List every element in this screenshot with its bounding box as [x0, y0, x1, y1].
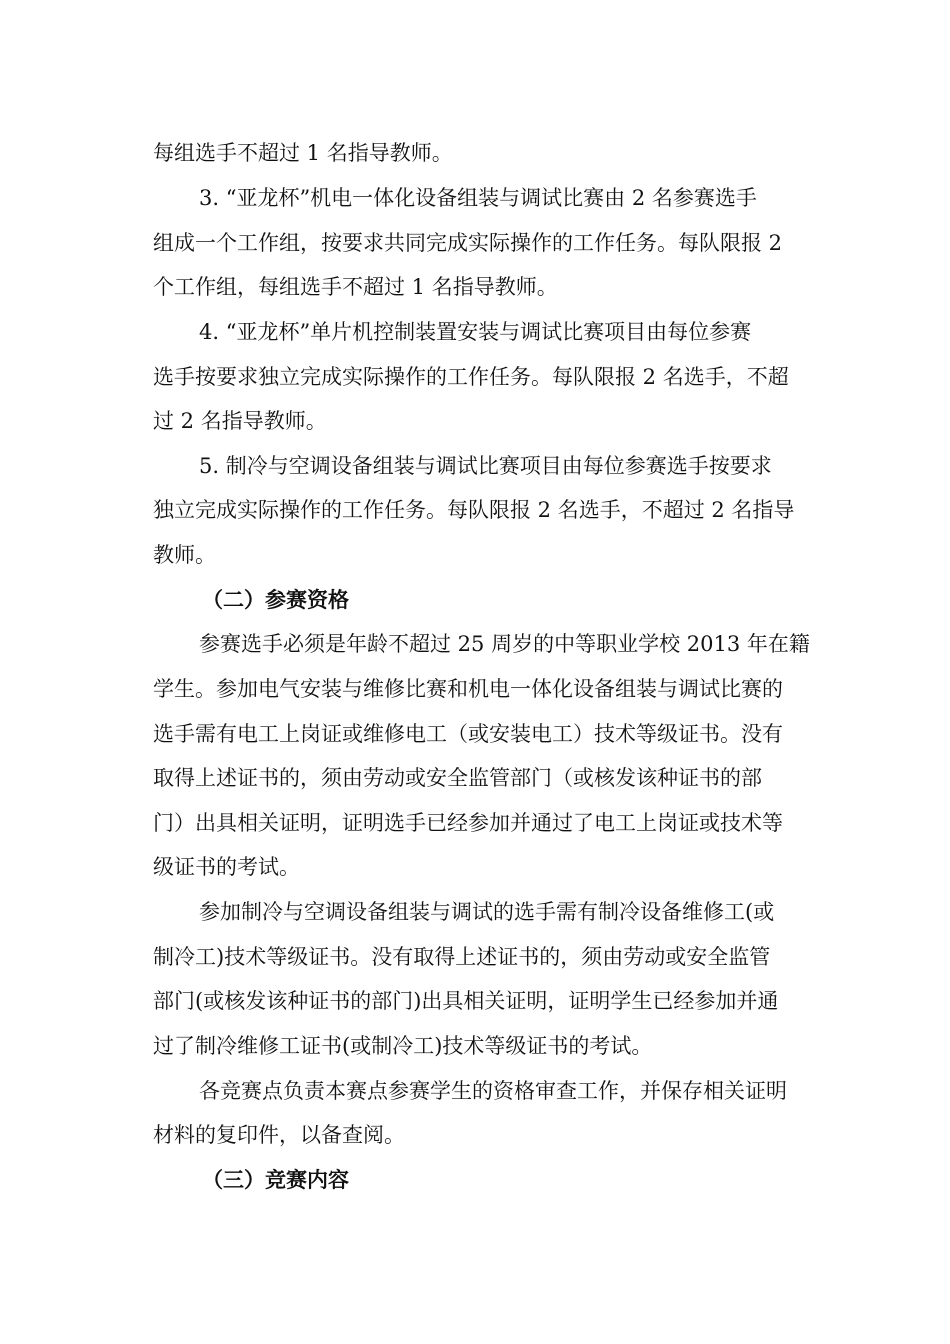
paragraph-line: 组成一个工作组，按要求共同完成实际操作的工作任务。每队限报 2: [153, 231, 783, 255]
paragraph-line: 学生。参加电气安装与维修比赛和机电一体化设备组装与调试比赛的: [153, 677, 783, 701]
paragraph-line: 独立完成实际操作的工作任务。每队限报 2 名选手，不超过 2 名指导: [153, 498, 795, 522]
paragraph-line: 每组选手不超过 1 名指导教师。: [153, 141, 453, 165]
paragraph-line: 3. “亚龙杯”机电一体化设备组装与调试比赛由 2 名参赛选手: [199, 186, 757, 210]
paragraph-line: 参加制冷与空调设备组装与调试的选手需有制冷设备维修工(或: [199, 900, 775, 924]
paragraph-line: 取得上述证书的，须由劳动或安全监管部门（或核发该种证书的部: [153, 766, 762, 790]
paragraph-line: 5. 制冷与空调设备组装与调试比赛项目由每位参赛选手按要求: [199, 454, 772, 478]
paragraph-line: 参赛选手必须是年龄不超过 25 周岁的中等职业学校 2013 年在籍: [199, 632, 810, 656]
paragraph-line: 选手按要求独立完成实际操作的工作任务。每队限报 2 名选手，不超: [153, 365, 789, 389]
paragraph-line: 材料的复印件，以备查阅。: [153, 1123, 405, 1147]
paragraph-line: 过 2 名指导教师。: [153, 409, 327, 433]
section-heading: （三）竞赛内容: [202, 1168, 349, 1192]
paragraph-line: 教师。: [153, 543, 216, 567]
paragraph-line: 制冷工)技术等级证书。没有取得上述证书的，须由劳动或安全监管: [153, 945, 771, 969]
paragraph-line: 部门(或核发该种证书的部门)出具相关证明，证明学生已经参加并通: [153, 989, 779, 1013]
section-heading: （二）参赛资格: [202, 588, 349, 612]
paragraph-line: 选手需有电工上岗证或维修电工（或安装电工）技术等级证书。没有: [153, 722, 783, 746]
paragraph-line: 个工作组，每组选手不超过 1 名指导教师。: [153, 275, 558, 299]
paragraph-line: 门）出具相关证明，证明选手已经参加并通过了电工上岗证或技术等: [153, 811, 783, 835]
paragraph-line: 各竞赛点负责本赛点参赛学生的资格审查工作，并保存相关证明: [199, 1079, 787, 1103]
paragraph-line: 级证书的考试。: [153, 855, 300, 879]
paragraph-line: 4. “亚龙杯”单片机控制装置安装与调试比赛项目由每位参赛: [199, 320, 752, 344]
paragraph-line: 过了制冷维修工证书(或制冷工)技术等级证书的考试。: [153, 1034, 653, 1058]
